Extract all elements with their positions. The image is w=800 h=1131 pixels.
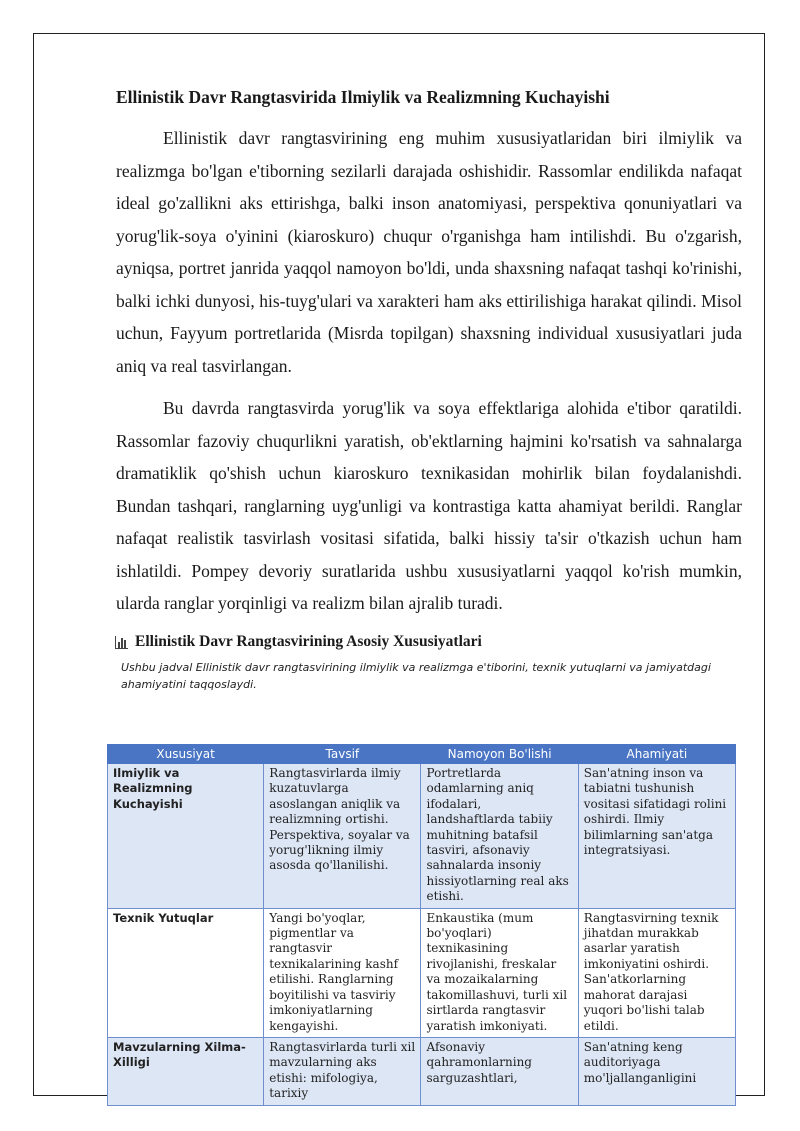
table-cell: Texnik Yutuqlar [108,908,264,1037]
table-cell: San'atning keng auditoriyaga mo'ljallanganligini [578,1037,735,1105]
table-cell: Rangtasvirlarda ilmiy kuzatuvlarga asoslangan aniqlik va realizmning ortishi. Perspektiva, soyalar va yorug'likning ilmiy asosda qo'llanilishi. [264,764,421,909]
header-xususiyat: Xususiyat [108,745,264,764]
table-row [108,908,736,1037]
table-cell: Rangtasvirning texnik jihatdan murakkab asarlar yaratish imkoniyatini oshirdi. San'atkorlarning mahorat darajasi yuqori bo'lishi talab etildi. [578,908,735,1037]
document-body [116,86,742,693]
table-cell: Afsonaviy qahramonlarning sarguzashtlari, [421,1037,578,1105]
table-header-row [108,745,736,764]
table-row [108,764,736,909]
features-table [107,744,736,1106]
table-cell: Enkaustika (mum bo'yoqlari) texnikasining rivojlanishi, freskalar va mozaikalarning takomillashuvi, turli xil sirtlarda rangtasvir yaratish imkoniyati. [421,908,578,1037]
paragraph-2: Bu davrda rangtasvirda yorug'lik va soya effektlariga alohida e'tibor qaratildi. Rassomlar fazoviy chuqurlikni yaratish, ob'ektlarning hajmini ko'rsatish va sahnalarga dramatiklik qo'shish uchun kiaroskuro texnikasidan mohirlik bilan foydalanishdi. Bundan tashqari, ranglarning uyg'unligi va kontrastiga katta ahamiyat berildi. Ranglar nafaqat realistik tasvirlash vositasi sifatida, balki hissiy ta'sir o'tkazish uchun ham ishlatildi. Pompey devoriy suratlarida ushbu xususiyatlarni yaqqol ko'rish mumkin, ularda ranglar yorqinligi va realizm bilan ajralib turadi. [116,398,742,613]
table-cell: Yangi bo'yoqlar, pigmentlar va rangtasvir texnikalarining kashf etilishi. Ranglarning boyitilishi va tasviriy imkoniyatlarning kengayishi. [264,908,421,1037]
table-title: Ellinistik Davr Rangtasvirining Asosiy Xususiyatlari [135,632,482,650]
table-cell: Portretlarda odamlarning aniq ifodalari, landshaftlarda tabiiy muhitning batafsil tasviri, afsonaviy sahnalarda insoniy hissiyotlarning real aks etishi. [421,764,578,909]
table-row [108,1037,736,1105]
header-namoyon-bolishi: Namoyon Bo'lishi [421,745,578,764]
header-ahamiyati: Ahamiyati [578,745,735,764]
table-cell: San'atning inson va tabiatni tushunish vositasi sifatidagi rolini oshirdi. Ilmiy bilimlarning san'atga integratsiyasi. [578,764,735,909]
table-cell: Ilmiylik va Realizmning Kuchayishi [108,764,264,909]
paragraph-1: Ellinistik davr rangtasvirining eng muhim xususiyatlaridan biri ilmiylik va realizmga bo'lgan e'tiborning sezilarli darajada oshishidir. Rassomlar endilikda nafaqat ideal go'zallikni aks ettirishga, balki inson anatomiyasi, perspektiva qonuniyatlari va yorug'lik-soya o'yinini (kiaroskuro) chuqur o'rganishga ham intilishdi. Bu o'zgarish, ayniqsa, portret janrida yaqqol namoyon bo'ldi, unda shaxsning nafaqat tashqi ko'rinishi, balki ichki dunyosi, his-tuyg'ulari va xarakteri ham aks ettirilishiga harakat qilindi. Misol uchun, Fayyum portretlarida (Misrda topilgan) shaxsning individual xususiyatlari juda aniq va real tasvirlangan. [116,128,742,376]
header-tavsif: Tavsif [264,745,421,764]
table-title-row [115,633,742,651]
table-caption: Ushbu jadval Ellinistik davr rangtasvirining ilmiylik va realizmga e'tiborini, texnik yutuqlarni va jamiyatdagi ahamiyatini taqqoslaydi. [121,660,711,691]
table-viewport [107,744,738,1101]
table-cell: Mavzularning Xilma-Xilligi [108,1037,264,1105]
table-cell: Rangtasvirlarda turli xil mavzularning aks etishi: mifologiya, tarixiy [264,1037,421,1105]
bar-chart-icon [115,635,129,649]
section-heading: Ellinistik Davr Rangtasvirida Ilmiylik va Realizmning Kuchayishi [116,87,610,107]
